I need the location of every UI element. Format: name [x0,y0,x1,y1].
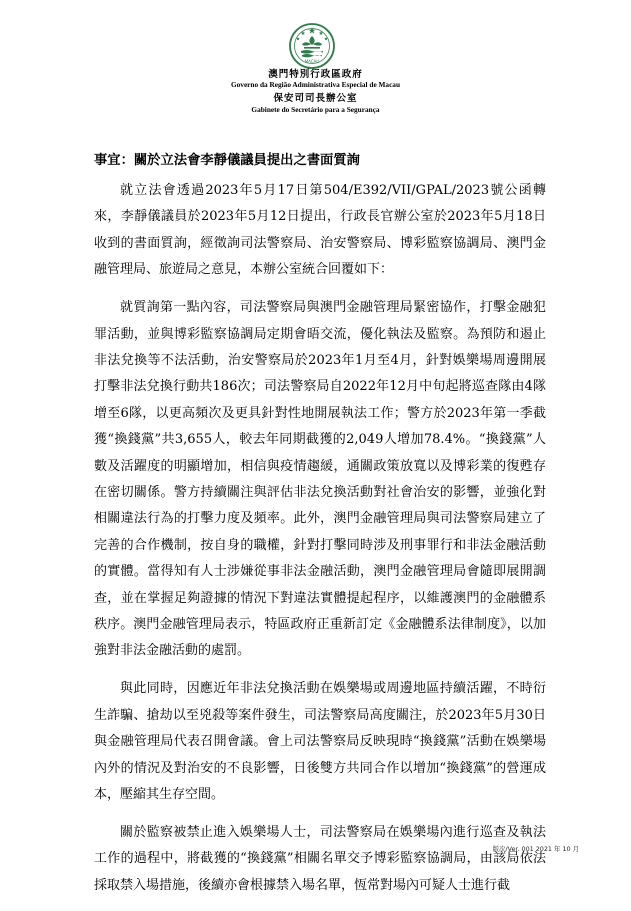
government-name-chinese: 澳門特別行政區政府 [268,69,363,80]
office-name-portuguese: Gabinete do Secretário para a Segurança [251,105,380,114]
paragraph-point-one: 就質詢第一點內容，司法警察局與澳門金融管理局緊密協作，打擊金融犯罪活動，並與博彩監察協調局定期會晤交流，優化執法及監察。為預防和遏止非法兌換等不法活動，治安警察局於2023年1月至4月，針對娛樂場周邊開展打擊非法兌換行動共186次；司法警察局自2022年12月中旬起將巡查隊由4隊增至6隊，以更高頻次及更具針對性地開展執法工作；警方於2023年第一季截獲“換錢黨”共3,655人，較去年同期截獲的2,049人增加78.4%。“換錢黨”人數及活躍度的明顯增加，相信與疫情趨緩，通關政策放寬以及博彩業的復甦存在密切關係。警方持續關注與評估非法兌換活動對社會治安的影響，並強化對相關違法行為的打擊力度及頻率。此外，澳門金融管理局與司法警察局建立了完善的合作機制，按自身的職權，針對打擊同時涉及刑事罪行和非法金融活動的實體。當得知有人士涉嫌從事非法金融活動，澳門金融管理局會隨即展開調查，並在掌握足夠證據的情況下對違法實體提起程序，以維護澳門的金融體系秩序。澳門金融管理局表示，特區政府正重新訂定《金融體系法律制度》，以加強對非法金融活動的處罰。 [94,300,546,659]
document-body [94,178,546,911]
paragraph-intro: 就立法會透過2023年5月17日第504/E392/VII/GPAL/2023號公函轉來，李靜儀議員於2023年5月12日提出，行政長官辦公室於2023年5月18日收到的書面質詢，經徵詢司法警察局、治安警察局、博彩監察協調局、澳門金融管理局、旅遊局之意見，本辦公室統合回覆如下： [94,183,546,278]
government-name-portuguese: Governo da Região Administrativa Especial de Macau [230,80,401,89]
version-footer: 版次/Ver. 001 2021 年 10 月 [492,845,579,853]
paragraph-meeting: 與此同時，因應近年非法兌換活動在娛樂場或周邊地區持續活躍，不時衍生詐騙、搶劫以至兇殺等案件發生，司法警察局高度關注，於2023年5月30日與金融管理局代表召開會議。會上司法警察局反映現時“換錢黨”活動在娛樂場內外的情況及對治安的不良影響，日後雙方共同合作以增加“換錢黨”的營運成本，壓縮其生存空間。 [94,681,546,802]
office-name-chinese: 保安司司長辦公室 [273,93,358,104]
svg-text:MACAU: MACAU [304,59,320,64]
document-subject: 事宜：關於立法會李靜儀議員提出之書面質詢 [94,153,360,168]
macau-emblem-icon [287,22,337,70]
paragraph-casino-ban: 關於監察被禁止進入娛樂場人士，司法警察局在娛樂場內進行巡查及執法工作的過程中，將截獲的“換錢黨”相關名單交予博彩監察協調局，由該局依法採取禁入場措施，後續亦會根據禁入場名單，恆常對場內可疑人士進行截 [94,824,546,893]
